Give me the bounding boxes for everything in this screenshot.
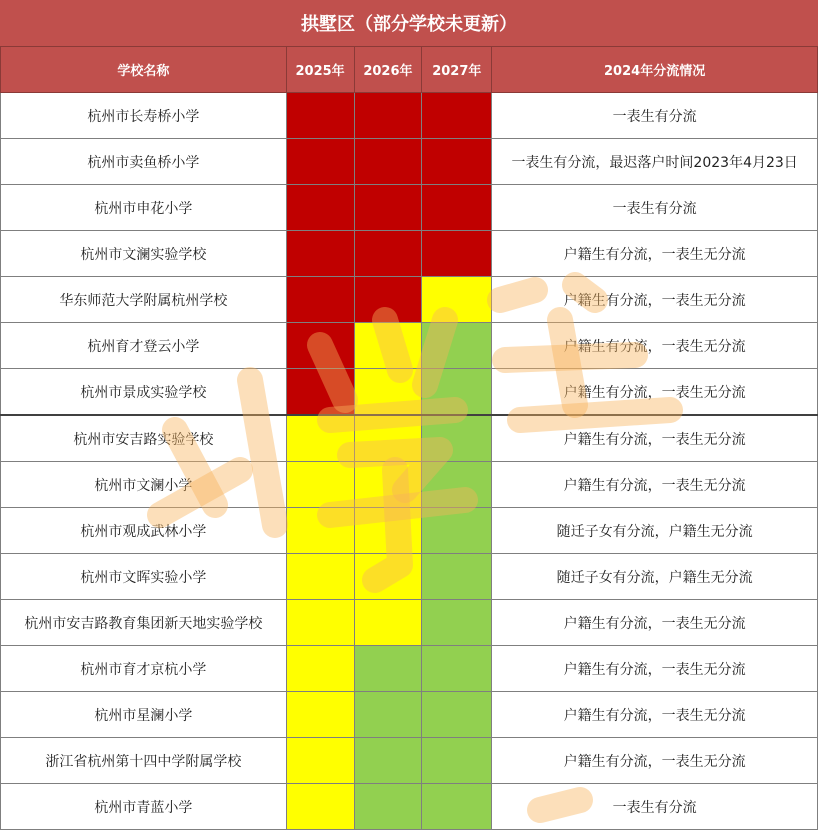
status-cell-2027 [422,323,492,369]
status-2024-cell: 户籍生有分流，一表生无分流 [492,415,818,462]
status-cell-2026 [354,277,422,323]
status-cell-2027 [422,646,492,692]
header-row [1,47,818,93]
school-name-cell: 杭州市卖鱼桥小学 [1,139,287,185]
status-cell-2026 [354,600,422,646]
status-cell-2027 [422,784,492,830]
status-cell-2026 [354,185,422,231]
table-row [1,93,818,139]
status-cell-2025 [286,738,354,784]
table-row [1,784,818,830]
status-cell-2026 [354,646,422,692]
school-name-cell: 杭州市星澜小学 [1,692,287,738]
status-cell-2026 [354,415,422,462]
status-2024-cell: 一表生有分流 [492,185,818,231]
school-name-cell: 杭州市长寿桥小学 [1,93,287,139]
school-name-cell: 杭州市安吉路教育集团新天地实验学校 [1,600,287,646]
status-2024-cell: 户籍生有分流，一表生无分流 [492,692,818,738]
table-body [1,93,818,830]
status-cell-2025 [286,415,354,462]
status-cell-2025 [286,692,354,738]
status-2024-cell: 一表生有分流 [492,93,818,139]
status-cell-2027 [422,231,492,277]
table-row [1,508,818,554]
status-2024-cell: 户籍生有分流，一表生无分流 [492,600,818,646]
school-name-cell: 杭州市育才京杭小学 [1,646,287,692]
status-cell-2025 [286,554,354,600]
status-2024-cell: 随迁子女有分流，户籍生无分流 [492,554,818,600]
school-name-cell: 杭州市观成武林小学 [1,508,287,554]
status-cell-2026 [354,738,422,784]
status-cell-2027 [422,508,492,554]
school-name-cell: 浙江省杭州第十四中学附属学校 [1,738,287,784]
table-title: 拱墅区（部分学校未更新） [0,0,818,47]
header-school-name: 学校名称 [1,47,287,93]
table-row [1,554,818,600]
status-cell-2025 [286,139,354,185]
status-cell-2027 [422,554,492,600]
status-2024-cell: 户籍生有分流，一表生无分流 [492,738,818,784]
header-2024-status: 2024年分流情况 [492,47,818,93]
school-name-cell: 杭州市景成实验学校 [1,369,287,416]
status-cell-2026 [354,323,422,369]
status-cell-2027 [422,185,492,231]
table-row [1,323,818,369]
table-row [1,277,818,323]
school-table [0,46,818,830]
school-name-cell: 杭州市文晖实验小学 [1,554,287,600]
table-row [1,231,818,277]
status-cell-2025 [286,600,354,646]
status-cell-2027 [422,415,492,462]
school-name-cell: 杭州育才登云小学 [1,323,287,369]
status-2024-cell: 户籍生有分流，一表生无分流 [492,462,818,508]
status-cell-2026 [354,462,422,508]
status-cell-2027 [422,692,492,738]
status-cell-2026 [354,508,422,554]
status-2024-cell: 一表生有分流，最迟落户时间2023年4月23日 [492,139,818,185]
header-2026: 2026年 [354,47,422,93]
table-row [1,738,818,784]
school-name-cell: 华东师范大学附属杭州学校 [1,277,287,323]
status-cell-2027 [422,462,492,508]
table-row [1,600,818,646]
table-row [1,369,818,416]
status-cell-2025 [286,369,354,416]
status-cell-2025 [286,784,354,830]
status-cell-2025 [286,646,354,692]
school-name-cell: 杭州市申花小学 [1,185,287,231]
table-row [1,646,818,692]
header-2025: 2025年 [286,47,354,93]
status-cell-2027 [422,277,492,323]
status-2024-cell: 一表生有分流 [492,784,818,830]
school-name-cell: 杭州市文澜实验学校 [1,231,287,277]
status-cell-2027 [422,139,492,185]
status-cell-2027 [422,93,492,139]
table-row [1,185,818,231]
status-cell-2026 [354,369,422,416]
status-2024-cell: 户籍生有分流，一表生无分流 [492,369,818,416]
table-row [1,692,818,738]
school-name-cell: 杭州市安吉路实验学校 [1,415,287,462]
status-cell-2025 [286,508,354,554]
status-2024-cell: 户籍生有分流，一表生无分流 [492,646,818,692]
status-2024-cell: 随迁子女有分流，户籍生无分流 [492,508,818,554]
status-cell-2025 [286,462,354,508]
status-cell-2026 [354,231,422,277]
status-cell-2027 [422,738,492,784]
status-cell-2025 [286,231,354,277]
status-cell-2025 [286,323,354,369]
status-cell-2025 [286,185,354,231]
status-2024-cell: 户籍生有分流，一表生无分流 [492,277,818,323]
status-cell-2025 [286,277,354,323]
school-name-cell: 杭州市文澜小学 [1,462,287,508]
status-cell-2025 [286,93,354,139]
status-cell-2026 [354,784,422,830]
status-cell-2027 [422,369,492,416]
header-2027: 2027年 [422,47,492,93]
status-cell-2026 [354,139,422,185]
table-row [1,139,818,185]
status-cell-2027 [422,600,492,646]
table-row [1,415,818,462]
status-2024-cell: 户籍生有分流，一表生无分流 [492,231,818,277]
school-name-cell: 杭州市青蓝小学 [1,784,287,830]
status-cell-2026 [354,93,422,139]
status-cell-2026 [354,692,422,738]
table-row [1,462,818,508]
status-cell-2026 [354,554,422,600]
status-2024-cell: 户籍生有分流，一表生无分流 [492,323,818,369]
